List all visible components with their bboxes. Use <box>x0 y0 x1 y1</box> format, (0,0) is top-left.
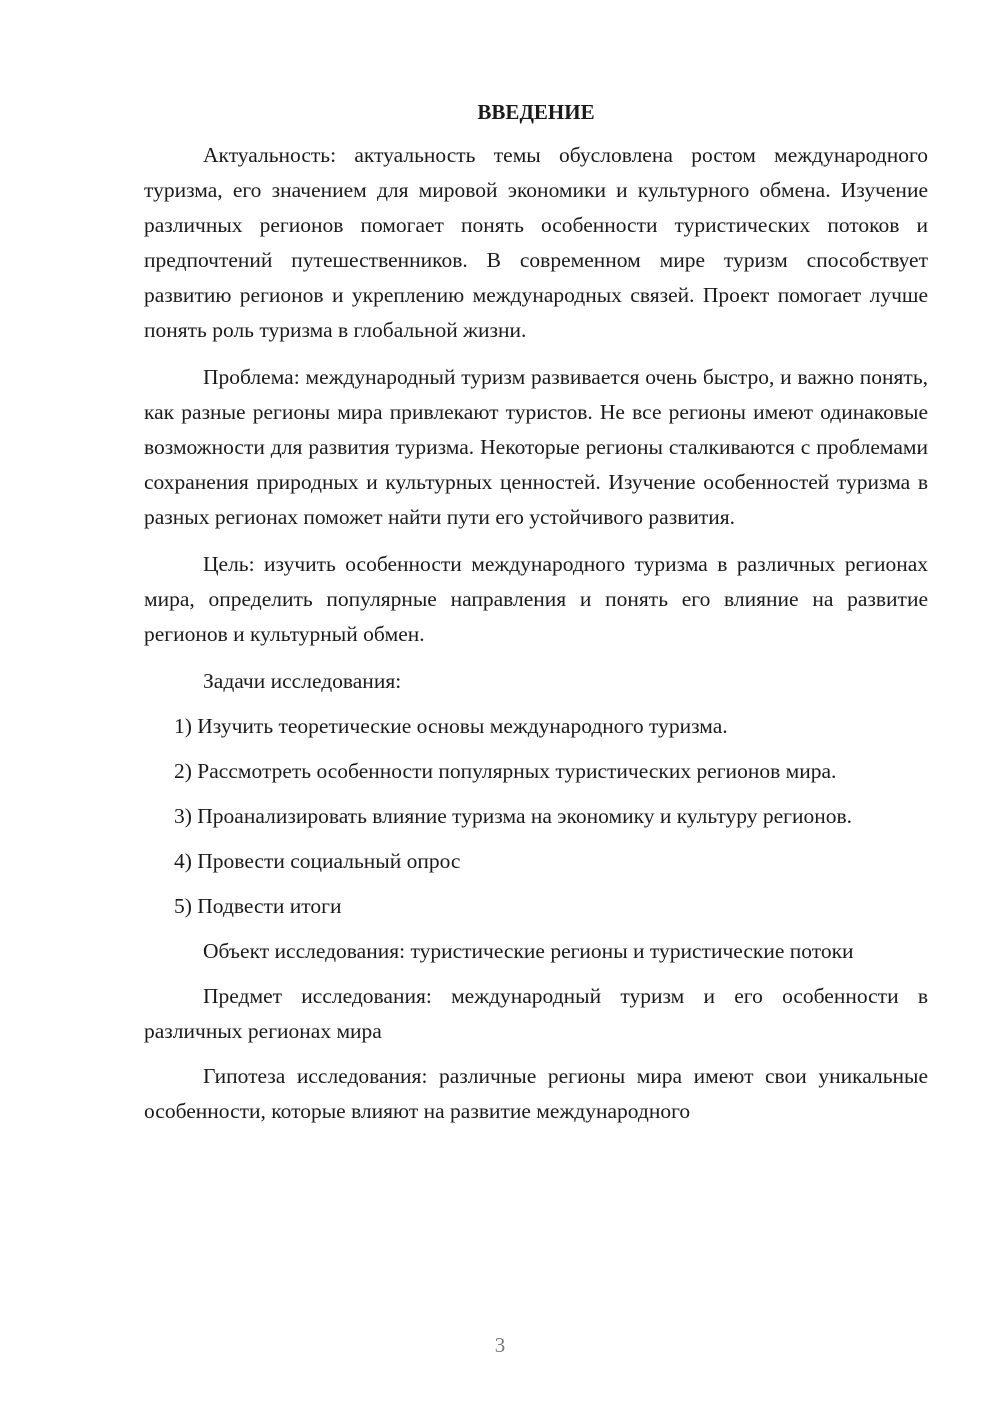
list-item-task-4: 4) Провести социальный опрос <box>174 849 461 873</box>
paragraph-object: Объект исследования: туристические регионы и туристические потоки <box>203 939 854 963</box>
paragraph-relevance: Актуальность: актуальность темы обусловлена ростом международного туризма, его значением для мировой экономики и культурного обмена. Изучение различных регионов помогает понять особенности туристических потоков и предпочтений путешественников. В современном мире туризм способствует развитию регионов и укреплению международных связей. Проект помогает лучше понять роль туризма в глобальной жизни. <box>144 143 928 342</box>
paragraph-hypothesis: Гипотеза исследования: различные регионы мира имеют свои уникальные особенности, которые влияют на развитие международного <box>144 1064 928 1123</box>
tasks-title: Задачи исследования: <box>203 669 402 693</box>
page-title: ВВЕДЕНИЕ <box>477 100 595 124</box>
document-page <box>144 96 928 1129</box>
page-number: 3 <box>494 1333 506 1357</box>
tasks-list <box>144 709 928 924</box>
list-item-task-5: 5) Подвести итоги <box>174 894 342 918</box>
list-item-task-3: 3) Проанализировать влияние туризма на экономику и культуру регионов. <box>174 804 852 828</box>
paragraph-problem: Проблема: международный туризм развивается очень быстро, и важно понять, как разные регионы мира привлекают туристов. Не все регионы имеют одинаковые возможности для развития туризма. Некоторые регионы сталкиваются с проблемами сохранения природных и культурных ценностей. Изучение особенностей туризма в разных регионах поможет найти пути его устойчивого развития. <box>144 365 928 529</box>
list-item-task-2: 2) Рассмотреть особенности популярных туристических регионов мира. <box>174 759 837 783</box>
paragraph-goal: Цель: изучить особенности международного туризма в различных регионах мира, определить популярные направления и понять его влияние на развитие регионов и культурный обмен. <box>144 552 928 646</box>
paragraph-subject: Предмет исследования: международный туризм и его особенности в различных регионах мира <box>144 984 928 1043</box>
list-item-task-1: 1) Изучить теоретические основы международного туризма. <box>174 714 728 738</box>
